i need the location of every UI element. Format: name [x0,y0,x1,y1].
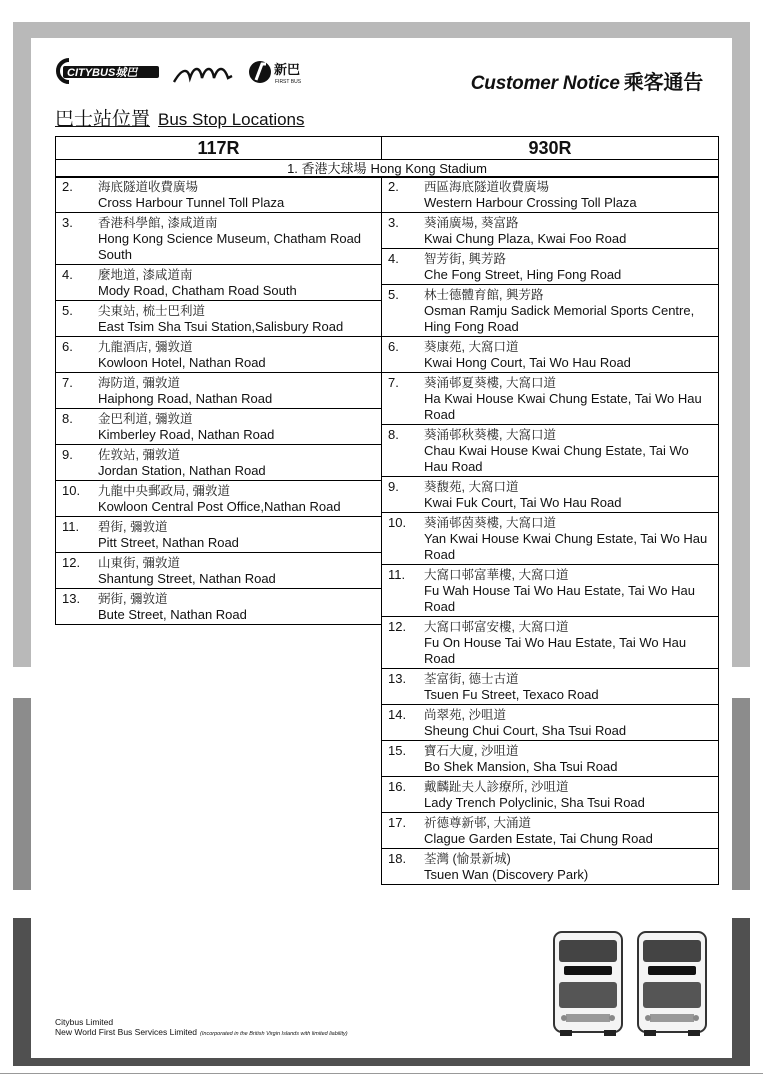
stop-row [55,176,382,213]
stop-number: 9. [62,447,73,462]
stop-name-en: Shantung Street, Nathan Road [98,571,276,586]
route-117r-header: 117R [55,136,382,160]
stop-row [381,212,719,249]
stop-name-en: Cross Harbour Tunnel Toll Plaza [98,195,285,210]
frame-right-bar-light [732,22,750,667]
route-117r-stop-list [55,177,382,625]
stop-row [381,176,719,213]
customer-notice-zh: 乘客通告 [623,72,703,94]
stop-name-en: Bute Street, Nathan Road [98,607,247,622]
stop-name-en: Mody Road, Chatham Road South [98,283,297,298]
stop-name-zh: 碧街, 彌敦道 [98,520,168,534]
stop-name-zh: 西區海底隧道收費廣場 [424,180,550,194]
stop-row [381,564,719,617]
section-title-zh: 巴士站位置 [55,109,151,130]
stop-number: 4. [62,267,73,282]
stop-number: 15. [388,743,407,758]
stop-name-zh: 葵康苑, 大窩口道 [424,340,519,354]
stop-number: 6. [62,339,73,354]
stop-name-en: Yan Kwai House Kwai Chung Estate, Tai Wo Hau Road [424,531,708,562]
stop-name-en: Hong Kong Science Museum, Chatham Road South [98,231,362,262]
stop-number: 18. [388,851,407,866]
stop-number: 7. [388,375,399,390]
stop-row [381,248,719,285]
route-930r-stop-list [381,177,719,885]
stop-row [55,552,382,589]
stop-name-en: Jordan Station, Nathan Road [98,463,266,478]
stop-row [381,668,719,705]
stop-name-zh: 弼街, 彌敦道 [98,592,168,606]
stop-number: 4. [388,251,399,266]
customer-notice-en: Customer Notice [470,73,620,94]
footer [55,1017,348,1039]
footer-company-2 [55,1027,348,1039]
stop-number: 3. [62,215,73,230]
stop-name-zh: 九龍酒店, 彌敦道 [98,340,193,354]
nwfb-bus-illustration [632,928,712,1038]
stop-name-zh: 大窩口邨富華樓, 大窩口道 [424,568,569,582]
stop-row [55,480,382,517]
stop-name-en: Kwai Chung Plaza, Kwai Foo Road [424,231,627,246]
stop-number: 13. [62,591,81,606]
stop-number: 11. [388,567,406,582]
frame-bottom-bar [13,1058,750,1066]
stop-row [381,848,719,885]
stop-number: 5. [388,287,399,302]
stop-row [381,512,719,565]
stop-name-zh: 寶石大廈, 沙咀道 [424,744,519,758]
stop-name-en: Western Harbour Crossing Toll Plaza [424,195,637,210]
route-930r-header: 930R [381,136,719,160]
stop-name-zh: 佐敦站, 彌敦道 [98,448,180,462]
stop-name-en: Tsuen Fu Street, Texaco Road [424,687,599,702]
stop-name-en: Pitt Street, Nathan Road [98,535,239,550]
stop-row [55,336,382,373]
footer-company-1: Citybus Limited [55,1017,114,1027]
stop-name-zh: 尖東站, 梳士巴利道 [98,304,205,318]
stop-name-en: East Tsim Sha Tsui Station,Salisbury Road [98,319,344,334]
stop-row [381,336,719,373]
stop-row [55,516,382,553]
frame-left-bar-mid [13,698,31,890]
stop-name-en: Chau Kwai House Kwai Chung Estate, Tai Wo Hau Road [424,443,689,474]
stop-name-zh: 祈德尊新邨, 大涌道 [424,816,531,830]
stop-row [55,372,382,409]
stop-number: 11. [62,519,80,534]
stop-number: 10. [388,515,407,530]
stop-name-zh: 香港科學館, 漆咸道南 [98,216,218,230]
stop-row [381,704,719,741]
stop-row [381,284,719,337]
stop-name-zh: 麼地道, 漆咸道南 [98,268,193,282]
stop-name-zh: 九龍中央郵政局, 彌敦道 [98,484,230,498]
customer-notice-title [471,66,703,95]
stop-name-zh: 荃富街, 德士古道 [424,672,519,686]
stop-row [381,616,719,669]
stop-name-en: Kwai Fuk Court, Tai Wo Hau Road [424,495,622,510]
stop-name-zh: 林士德體育館, 興芳路 [424,288,544,302]
frame-left-bar-dark [13,918,31,1058]
nwfb-logo [172,56,312,88]
stop-name-zh: 荃灣 (愉景新城) [424,852,511,866]
frame-right-bar-dark [732,918,750,1058]
frame-top-bar [13,22,750,38]
stop-name-en: Osman Ramju Sadick Memorial Sports Centre, Hing Fong Road [424,303,695,334]
stop-name-zh: 尚翠苑, 沙咀道 [424,708,506,722]
stop-number: 8. [62,411,73,426]
footer-company-2-name: New World First Bus Services Limited [55,1027,198,1037]
stop-name-en: Lady Trench Polyclinic, Sha Tsui Road [424,795,645,810]
stop-number: 6. [388,339,399,354]
stop-name-zh: 金巴利道, 彌敦道 [98,412,193,426]
stop-number: 17. [388,815,407,830]
stop-name-en: Che Fong Street, Hing Fong Road [424,267,622,282]
stop-name-zh: 海防道, 彌敦道 [98,376,180,390]
stop-name-en: Fu Wah House Tai Wo Hau Estate, Tai Wo Hau Road [424,583,695,614]
footer-company-2-note: (Incorporated in the British Virgin Islands with limited liability) [200,1031,348,1037]
stop-name-en: Tsuen Wan (Discovery Park) [424,867,589,882]
stop-number: 12. [62,555,81,570]
stop-name-zh: 葵涌廣場, 葵富路 [424,216,519,230]
stop-name-zh: 海底隧道收費廣場 [98,180,199,194]
stop-name-en: Clague Garden Estate, Tai Chung Road [424,831,653,846]
stop-number: 13. [388,671,407,686]
stop-name-en: Kowloon Central Post Office,Nathan Road [98,499,341,514]
stop-number: 9. [388,479,399,494]
frame-left-bar-light [13,22,31,667]
stop-name-en: Sheung Chui Court, Sha Tsui Road [424,723,627,738]
stop-number: 16. [388,779,407,794]
stop-name-zh: 智芳街, 興芳路 [424,252,506,266]
citybus-bus-illustration [548,928,628,1038]
stop-row [55,408,382,445]
stop-name-en: Haiphong Road, Nathan Road [98,391,273,406]
stop-row [55,264,382,301]
stop-number: 5. [62,303,73,318]
stop-name-zh: 山東街, 彌敦道 [98,556,180,570]
stop-name-zh: 葵馥苑, 大窩口道 [424,480,519,494]
section-title [55,104,305,131]
stop-name-en: Ha Kwai House Kwai Chung Estate, Tai Wo Hau Road [424,391,702,422]
stop-number: 2. [62,179,73,194]
stop-name-en: Kimberley Road, Nathan Road [98,427,275,442]
stop-name-zh: 葵涌邨夏葵樓, 大窩口道 [424,376,556,390]
stop-row [381,476,719,513]
stop-name-en: Kwai Hong Court, Tai Wo Hau Road [424,355,631,370]
frame-right-bar-mid [732,698,750,890]
stop-name-zh: 戴麟趾夫人診療所, 沙咀道 [424,780,569,794]
stop-name-en: Fu On House Tai Wo Hau Estate, Tai Wo Hau Road [424,635,687,666]
stop-number: 14. [388,707,407,722]
stop-name-en: Kowloon Hotel, Nathan Road [98,355,266,370]
stop-row [55,588,382,625]
stop-row [55,212,382,265]
stop-number: 8. [388,427,399,442]
citybus-logo-text: CITYBUS城巴 [67,67,138,79]
stop-row [55,300,382,337]
stop-number: 12. [388,619,407,634]
shared-stop-en: Hong Kong Stadium [370,161,487,176]
stop-number: 3. [388,215,399,230]
stop-number: 10. [62,483,81,498]
stop-row [381,776,719,813]
stop-name-zh: 大窩口邨富安樓, 大窩口道 [424,620,569,634]
stop-row [55,444,382,481]
nwfb-logo-subtext: FIRST BUS [275,79,302,85]
section-title-en: Bus Stop Locations [158,110,305,129]
stop-name-zh: 葵涌邨茵葵樓, 大窩口道 [424,516,556,530]
shared-stop-label: 1. 香港大球場 [287,161,367,176]
stop-number: 2. [388,179,399,194]
stop-name-en: Bo Shek Mansion, Sha Tsui Road [424,759,618,774]
stop-row [381,812,719,849]
stop-row [381,372,719,425]
stop-number: 7. [62,375,73,390]
nwfb-logo-text: 新巴 [274,63,301,78]
page-divider [0,1073,763,1074]
citybus-logo [55,57,161,85]
stop-name-zh: 葵涌邨秋葵樓, 大窩口道 [424,428,556,442]
stop-row [381,424,719,477]
stop-row [381,740,719,777]
